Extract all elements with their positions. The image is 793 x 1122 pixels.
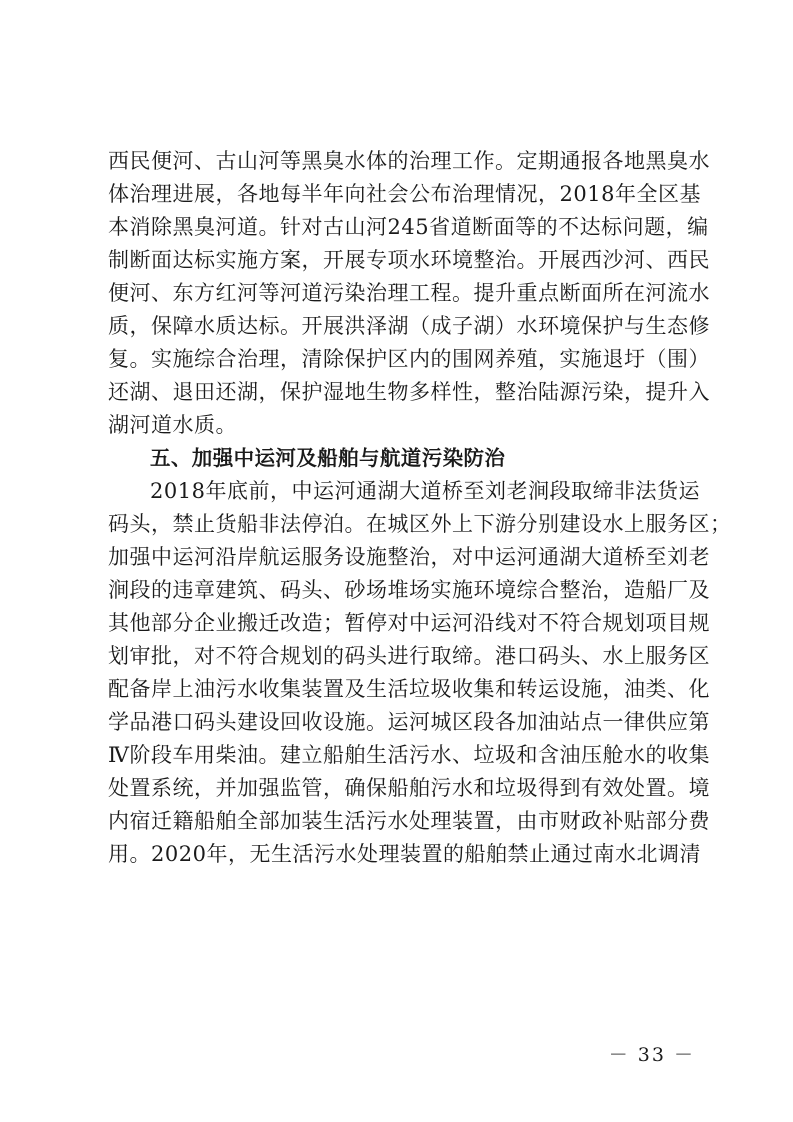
text-line: Ⅳ阶段车用柴油。建立船舶生活污水、垃圾和含油压舱水的收集 [108,743,710,767]
text-line: 还湖、退田还湖，保护湿地生物多样性，整治陆源污染，提升入 [108,380,710,404]
text-line: 本消除黑臭河道。针对古山河245省道断面等的不达标问题，编 [108,215,709,239]
document-body [108,145,732,871]
text-line: 内宿迁籍船舶全部加装生活污水处理装置，由市财政补贴部分费 [108,809,710,833]
section-heading: 五、加强中运河及船舶与航道污染防治 [150,446,506,470]
text-line: 学品港口码头建设回收设施。运河城区段各加油站点一律供应第 [108,710,710,734]
text-line: 处置系统，并加强监管，确保船舶污水和垃圾得到有效处置。境 [108,776,710,800]
text-line: 其他部分企业搬迁改造；暂停对中运河沿线对不符合规划项目规 [108,611,710,635]
text-line: 划审批，对不符合规划的码头进行取缔。港口码头、水上服务区 [108,644,710,668]
text-line: 复。实施综合治理，清除保护区内的围网养殖，实施退圩（围） [108,347,710,371]
paragraph [108,475,732,871]
text-line: 质，保障水质达标。开展洪泽湖（成子湖）水环境保护与生态修 [108,314,710,338]
text-line: 2018年底前，中运河通湖大道桥至刘老涧段取缔非法货运 [150,479,700,503]
text-line: 湖河道水质。 [108,413,237,437]
text-line: 体治理进展，各地每半年向社会公布治理情况，2018年全区基 [108,182,701,206]
text-line: 码头，禁止货船非法停泊。在城区外上下游分别建设水上服务区； [108,512,732,536]
paragraph [108,145,710,442]
text-line: 配备岸上油污水收集装置及生活垃圾收集和转运设施，油类、化 [108,677,710,701]
text-line: 涧段的违章建筑、码头、砂场堆场实施环境综合整治，造船厂及 [108,578,710,602]
page-number: － 33 － [608,1044,695,1066]
text-line: 用。2020年，无生活污水处理装置的船舶禁止通过南水北调清 [108,842,701,866]
text-line: 制断面达标实施方案，开展专项水环境整治。开展西沙河、西民 [108,248,710,272]
text-line: 便河、东方红河等河道污染治理工程。提升重点断面所在河流水 [108,281,710,305]
text-line: 加强中运河沿岸航运服务设施整治，对中运河通湖大道桥至刘老 [108,545,710,569]
text-line: 西民便河、古山河等黑臭水体的治理工作。定期通报各地黑臭水 [108,149,710,173]
